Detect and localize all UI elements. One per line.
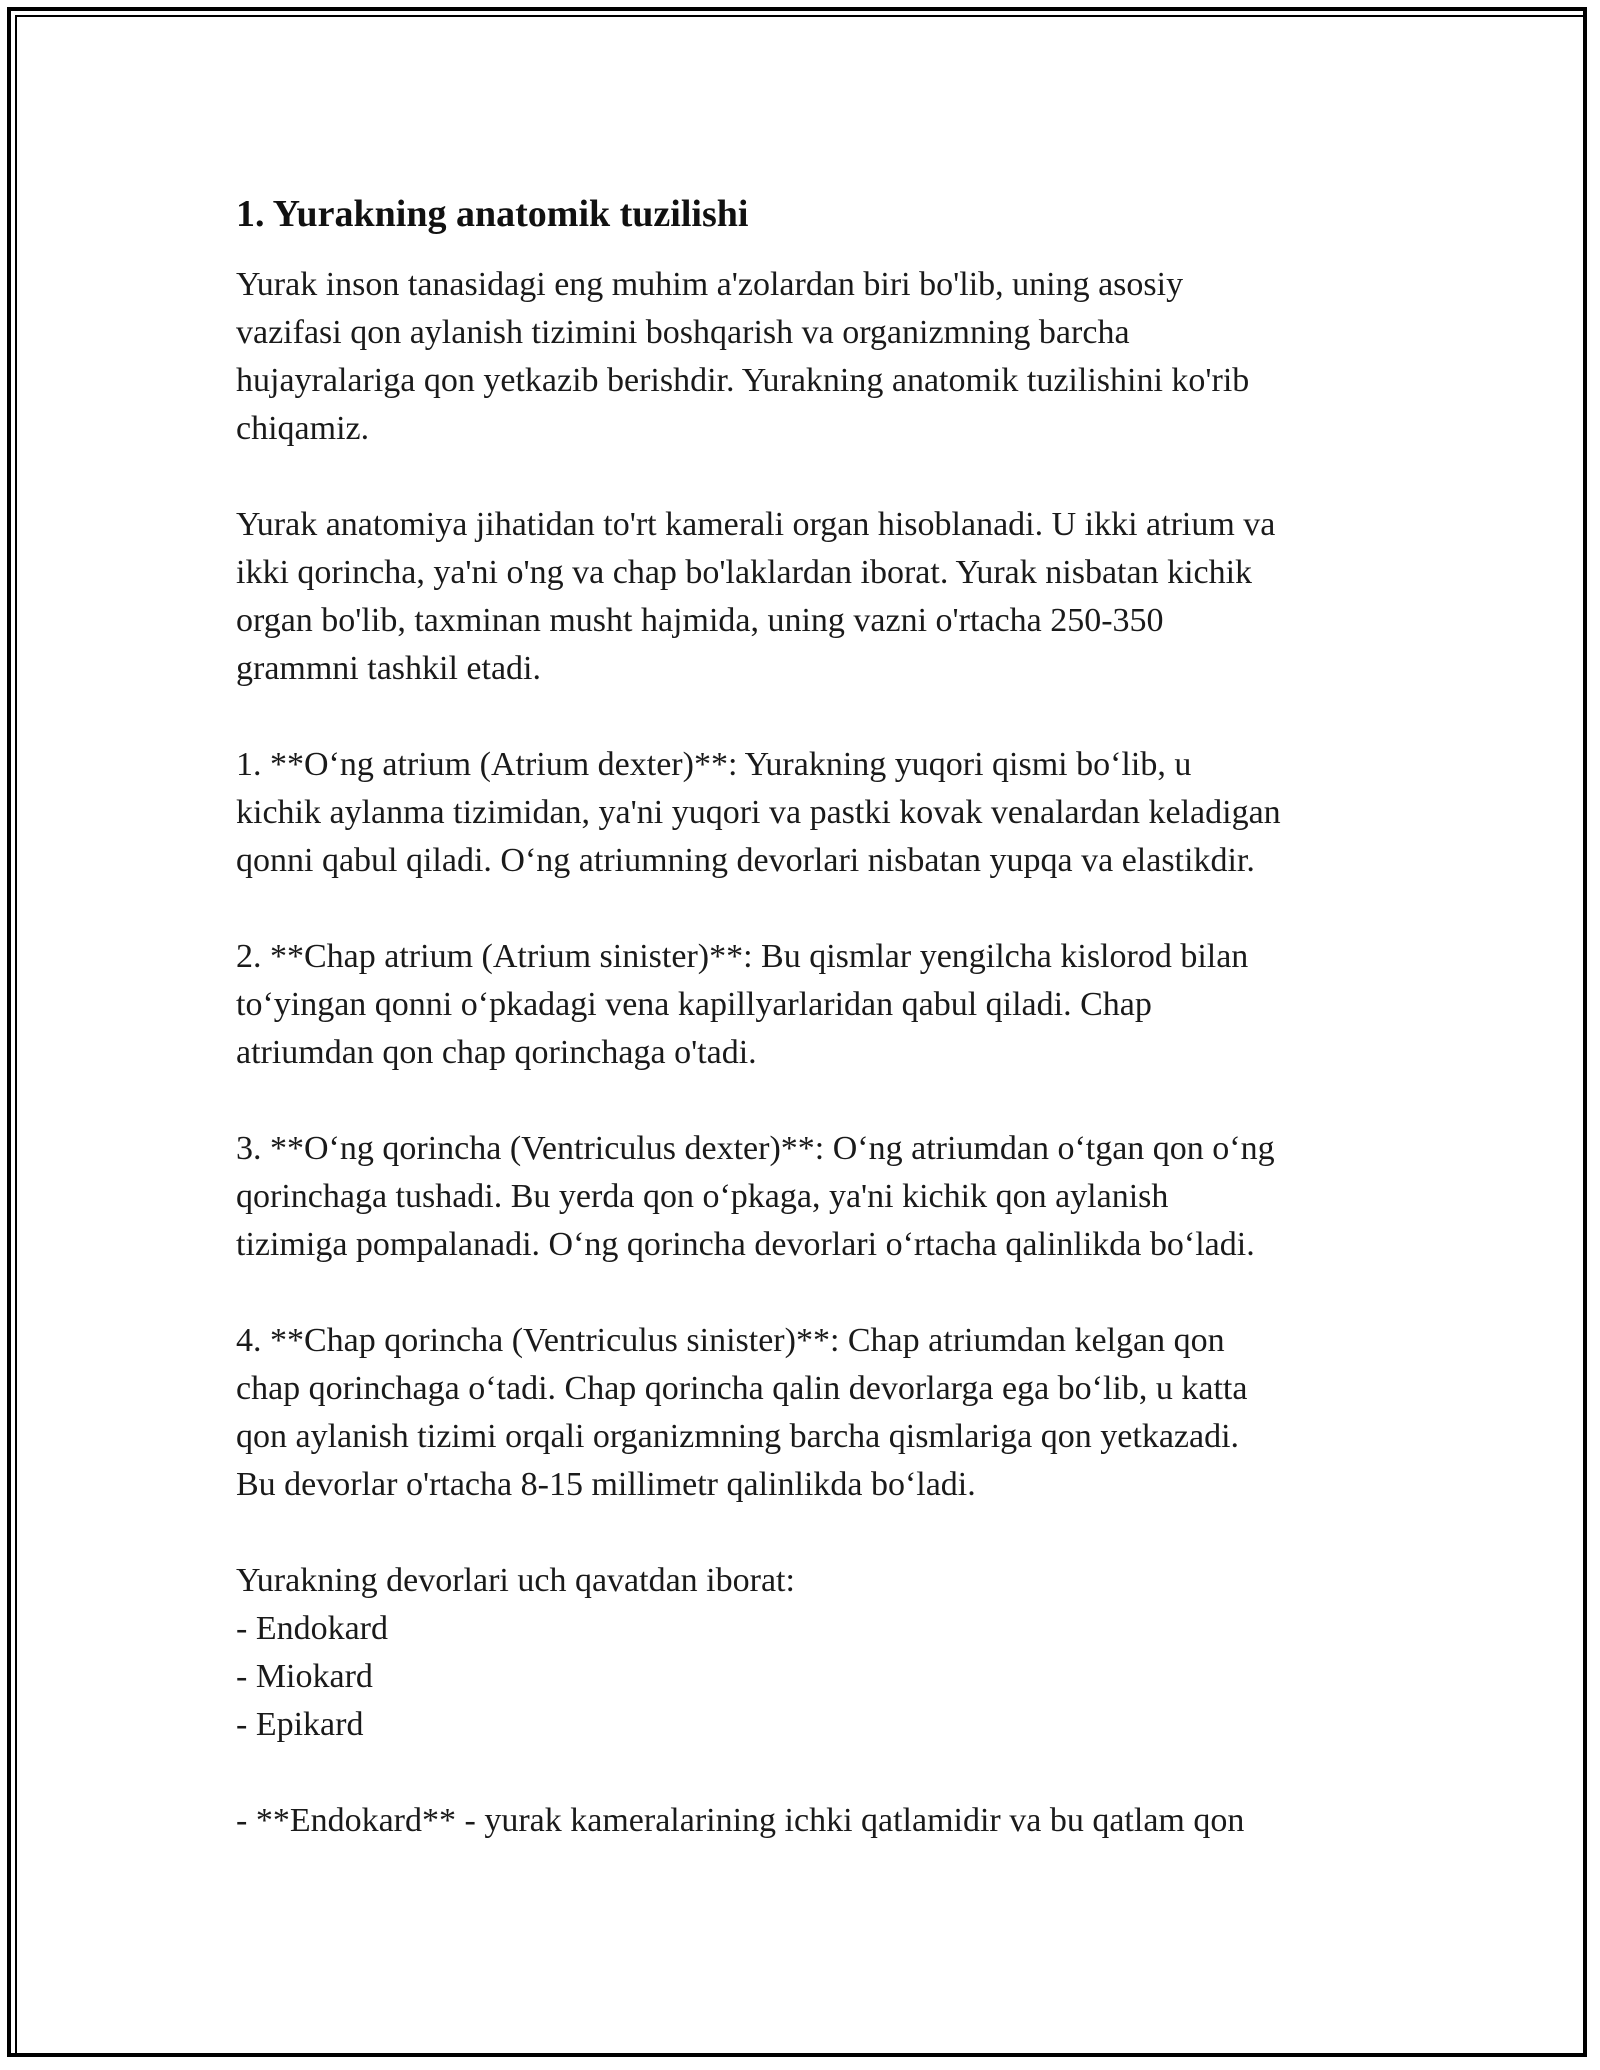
list-item-left-ventricle: 4. **Chap qorincha (Ventriculus sinister)**: Chap atriumdan kelgan qon chap qorinchaga o‘tadi. Chap qorincha qalin devorlarga ega bo‘lib, u katta qon aylanish tizimi orqali organizmning barcha qismlariga qon yetkazadi. Bu devorlar o'rtacha 8-15 millimetr qalinlikda bo‘ladi.: [236, 1322, 1248, 1503]
page-title: 1. Yurakning anatomik tuzilishi: [236, 193, 749, 235]
paragraph-endocard: - **Endokard** - yurak kameralarining ichki qatlamidir va bu qatlam qon: [236, 1802, 1245, 1839]
paragraph-intro: Yurak inson tanasidagi eng muhim a'zolardan biri bo'lib, uning asosiy vazifasi qon aylanish tizimini boshqarish va organizmning barcha hujayralariga qon yetkazib berishdir. Yurakning anatomik tuzilishini ko'rib chiqamiz.: [236, 266, 1250, 447]
paragraph-wall-layers: Yurakning devorlari uch qavatdan iborat: - Endokard - Miokard - Epikard: [236, 1562, 795, 1743]
list-item-left-atrium: 2. **Chap atrium (Atrium sinister)**: Bu qismlar yengilcha kislorod bilan to‘yingan qonni o‘pkadagi vena kapillyarlaridan qabul qiladi. Chap atriumdan qon chap qorinchaga o'tadi.: [236, 938, 1249, 1071]
document-body: [236, 180, 1376, 1845]
list-item-right-atrium: 1. **O‘ng atrium (Atrium dexter)**: Yurakning yuqori qismi bo‘lib, u kichik aylanma tizimidan, ya'ni yuqori va pastki kovak venalardan keladigan qonni qabul qiladi. O‘ng atriumning devorlari nisbatan yupqa va elastikdir.: [236, 746, 1281, 879]
list-item-right-ventricle: 3. **O‘ng qorincha (Ventriculus dexter)**: O‘ng atriumdan o‘tgan qon o‘ng qorinchaga tushadi. Bu yerda qon o‘pkaga, ya'ni kichik qon aylanish tizimiga pompalanadi. O‘ng qorincha devorlari o‘rtacha qalinlikda bo‘ladi.: [236, 1130, 1275, 1263]
paragraph-chambers: Yurak anatomiya jihatidan to'rt kamerali organ hisoblanadi. U ikki atrium va ikki qorincha, ya'ni o'ng va chap bo'laklardan iborat. Yurak nisbatan kichik organ bo'lib, taxminan musht hajmida, uning vazni o'rtacha 250-350 grammni tashkil etadi.: [236, 506, 1276, 687]
